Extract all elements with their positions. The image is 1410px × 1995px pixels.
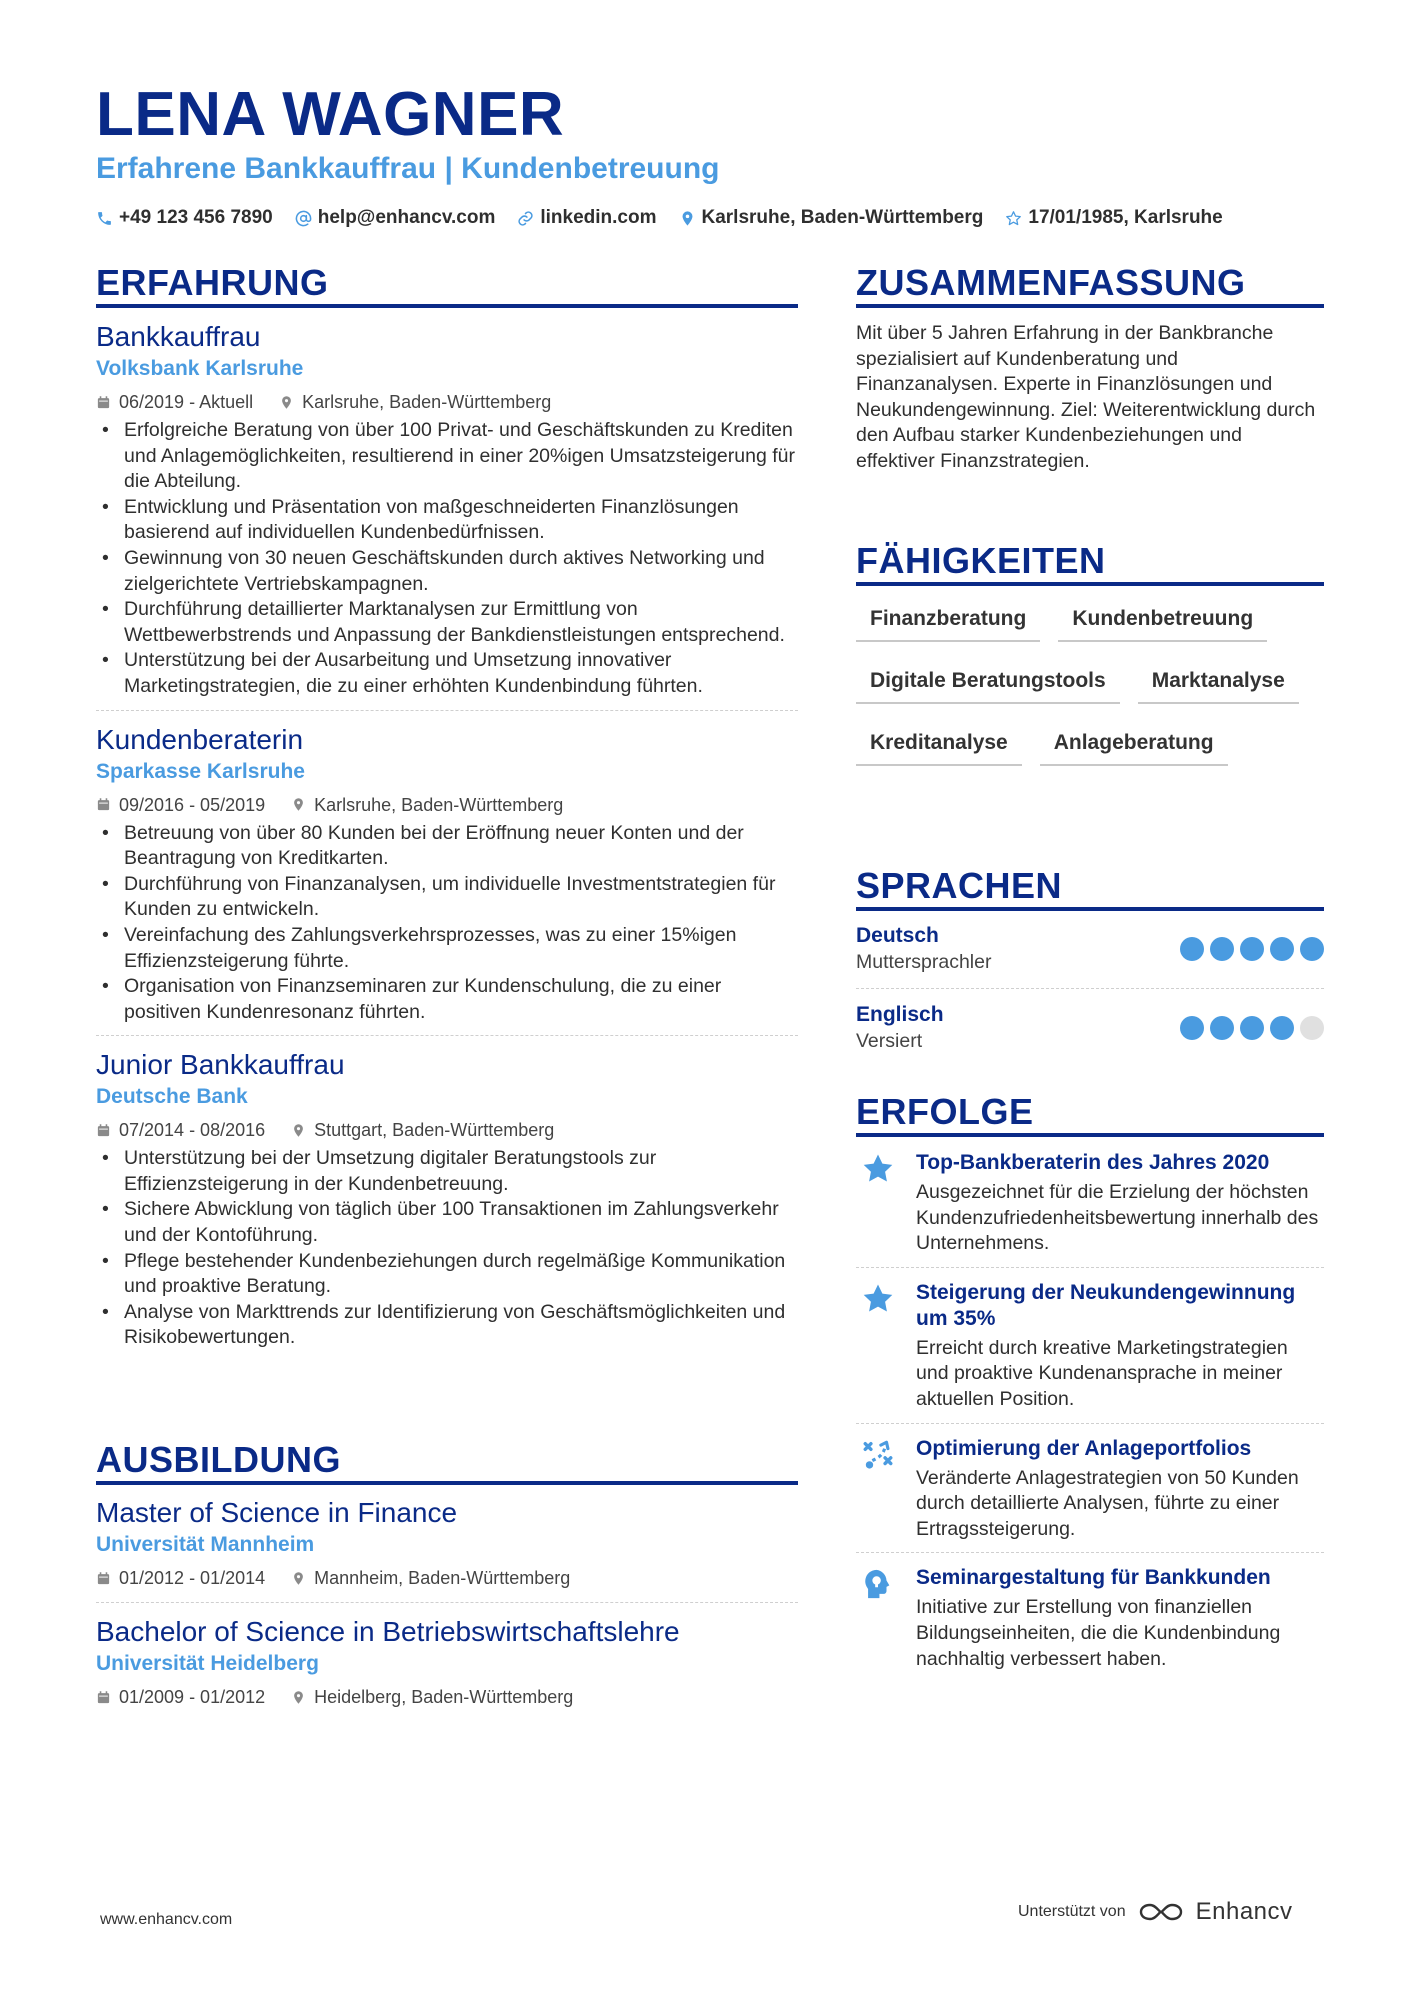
divider	[96, 1602, 798, 1603]
phone-icon	[96, 210, 113, 227]
achievements-heading: ERFOLGE	[856, 1091, 1034, 1132]
job-dates-text: 09/2016 - 05/2019	[119, 794, 266, 815]
rating-dot-filled	[1180, 1016, 1204, 1040]
languages-list	[856, 918, 1324, 1059]
language-entry	[856, 918, 1324, 980]
skills-heading: FÄHIGKEITEN	[856, 540, 1106, 581]
school-name: Universität Heidelberg	[96, 1652, 319, 1675]
footer-website[interactable]: www.enhancv.com	[100, 1911, 233, 1928]
strategy-icon	[861, 1438, 895, 1472]
job-dates	[96, 791, 265, 819]
job-bullet: • Entwicklung und Präsentation von maßgeschneiderten Finanzlösungen basierend auf individuellen Kundenbedürfnissen.	[96, 495, 798, 546]
job-bullet: • Gewinnung von 30 neuen Geschäftskunden durch aktives Networking und zielgerichtete Vertriebskampagnen.	[96, 546, 798, 597]
divider	[96, 710, 798, 711]
job-entry	[96, 320, 798, 700]
job-location	[279, 388, 551, 416]
calendar-icon	[96, 1690, 111, 1705]
language-entry	[856, 997, 1324, 1059]
job-bullet: • Durchführung detaillierter Marktanalysen zur Ermittlung von Wettbewerbstrends und Anpassung der Bankdienstleistungen entsprechend.	[96, 597, 798, 648]
education-meta	[96, 1683, 798, 1711]
job-location-text: Karlsruhe, Baden-Württemberg	[314, 794, 564, 815]
achievement-entry	[856, 1280, 1324, 1413]
achievement-title: Optimierung der Anlageportfolios	[916, 1436, 1252, 1460]
job-company: Volksbank Karlsruhe	[96, 357, 304, 380]
job-company: Deutsche Bank	[96, 1085, 248, 1109]
location-icon	[291, 1690, 306, 1705]
job-bullet: • Durchführung von Finanzanalysen, um individuelle Investmentstrategien für Kunden zu entwickeln.	[96, 872, 798, 923]
achievement-desc: Veränderte Anlagestrategien von 50 Kunden durch detaillierte Analysen, führte zu einer Ertragssteigerung.	[916, 1466, 1299, 1540]
location-icon	[291, 1571, 306, 1586]
job-entry	[96, 1048, 798, 1351]
footer-brand[interactable]	[1018, 1898, 1293, 1926]
job-dates	[96, 388, 253, 416]
contact-birth-text: 17/01/1985, Karlsruhe	[1028, 207, 1223, 228]
language-name: Deutsch	[856, 924, 939, 947]
job-dates-text: 06/2019 - Aktuell	[119, 392, 254, 412]
contact-linkedin-text: linkedin.com	[540, 207, 657, 228]
achievement-desc: Erreicht durch kreative Marketingstrategien und proaktive Kundenansprache in meiner aktuellen Position.	[916, 1336, 1288, 1410]
experience-rule	[96, 304, 798, 308]
divider	[856, 988, 1324, 989]
education-location-text: Mannheim, Baden-Württemberg	[314, 1568, 571, 1588]
contact-linkedin[interactable]	[517, 207, 656, 229]
language-rating	[1180, 1016, 1324, 1040]
job-location	[291, 791, 563, 819]
contact-birth	[1005, 207, 1222, 229]
brand-name: Enhancv	[1195, 1898, 1293, 1925]
rating-dot-filled	[1270, 1016, 1294, 1040]
job-location	[291, 1116, 554, 1144]
location-icon	[291, 1123, 306, 1138]
degree-title: Bachelor of Science in Betriebswirtschaftslehre	[96, 1616, 680, 1647]
divider	[856, 1552, 1324, 1553]
skills-list	[856, 600, 1324, 766]
star-outline-icon	[1005, 210, 1022, 227]
job-bullet: • Organisation von Finanzseminaren zur Kundenschulung, die zu einer positiven Kundenresonanz führten.	[96, 974, 798, 1025]
skill-tag: Digitale Beratungstools	[856, 662, 1120, 704]
head-idea-icon	[861, 1567, 895, 1601]
achievements-list	[856, 1150, 1324, 1672]
degree-title: Master of Science in Finance	[96, 1497, 458, 1528]
calendar-icon	[96, 797, 111, 812]
contact-location	[679, 207, 984, 229]
language-level: Versiert	[856, 1030, 923, 1052]
rating-dot-empty	[1300, 1016, 1324, 1040]
job-location-text: Stuttgart, Baden-Württemberg	[314, 1120, 555, 1141]
rating-dot-filled	[1210, 937, 1234, 961]
divider	[96, 1035, 798, 1036]
achievement-desc: Initiative zur Erstellung von finanziellen Bildungseinheiten, die die Kundenbindung nachhaltig verbessert haben.	[916, 1596, 1281, 1670]
job-bullets	[96, 418, 798, 700]
skill-tag: Marktanalyse	[1138, 662, 1299, 704]
at-icon	[295, 210, 312, 227]
language-rating	[1180, 937, 1324, 961]
achievement-title: Seminargestaltung für Bankkunden	[916, 1566, 1271, 1590]
contact-bar	[96, 207, 1223, 229]
education-dates	[96, 1683, 265, 1711]
rating-dot-filled	[1240, 937, 1264, 961]
summary-heading: ZUSAMMENFASSUNG	[856, 262, 1246, 303]
achievement-title: Top-Bankberaterin des Jahres 2020	[916, 1151, 1270, 1174]
divider	[856, 1267, 1324, 1268]
experience-heading: ERFAHRUNG	[96, 262, 329, 303]
job-company: Sparkasse Karlsruhe	[96, 759, 305, 783]
education-dates-text: 01/2009 - 01/2012	[119, 1687, 266, 1707]
job-dates-text: 07/2014 - 08/2016	[119, 1120, 266, 1141]
contact-location-text: Karlsruhe, Baden-Württemberg	[701, 207, 984, 228]
job-bullet: • Betreuung von über 80 Kunden bei der Eröffnung neuer Konten und der Beantragung von Kreditkarten.	[96, 821, 798, 872]
calendar-icon	[96, 1571, 111, 1586]
powered-by-label: Unterstützt von	[1018, 1903, 1126, 1920]
summary-rule	[856, 304, 1324, 308]
achievement-desc: Ausgezeichnet für die Erzielung der höchsten Kundenzufriedenheitsbewertung innerhalb des Unternehmens.	[916, 1181, 1319, 1255]
calendar-icon	[96, 1123, 111, 1138]
education-rule	[96, 1481, 798, 1485]
skill-tag: Anlageberatung	[1040, 724, 1228, 766]
achievement-entry	[856, 1150, 1324, 1257]
job-bullet: • Sichere Abwicklung von täglich über 100 Transaktionen im Zahlungsverkehr und der Kontoführung.	[96, 1197, 798, 1248]
divider	[856, 1423, 1324, 1424]
job-bullet: • Unterstützung bei der Umsetzung digitaler Beratungstools zur Effizienzsteigerung in der Kundenbetreuung.	[96, 1146, 798, 1197]
language-level: Muttersprachler	[856, 951, 992, 973]
education-heading: AUSBILDUNG	[96, 1439, 341, 1480]
rating-dot-filled	[1240, 1016, 1264, 1040]
job-entry	[96, 723, 798, 1026]
job-bullet: • Analyse von Markttrends zur Identifizierung von Geschäftsmöglichkeiten und Risikobewertungen.	[96, 1300, 798, 1351]
job-location-text: Karlsruhe, Baden-Württemberg	[302, 392, 552, 412]
languages-heading: SPRACHEN	[856, 865, 1063, 906]
languages-rule	[856, 907, 1324, 911]
education-list	[96, 1496, 798, 1711]
link-icon	[517, 210, 534, 227]
location-icon	[679, 210, 696, 227]
rating-dot-filled	[1180, 937, 1204, 961]
education-meta	[96, 1564, 798, 1592]
rating-dot-filled	[1270, 937, 1294, 961]
education-dates-text: 01/2012 - 01/2014	[119, 1568, 266, 1588]
candidate-name: LENA WAGNER	[96, 80, 565, 149]
job-bullet: • Erfolgreiche Beratung von über 100 Privat- und Geschäftskunden zu Krediten und Anlagemöglichkeiten, resultierend in einer 20%igen Umsatzsteigerung für die Abteilung.	[96, 418, 798, 495]
enhancv-logo-icon	[1138, 1901, 1184, 1923]
star-icon	[861, 1282, 895, 1316]
education-entry	[96, 1615, 798, 1711]
achievement-entry	[856, 1565, 1324, 1672]
location-icon	[291, 797, 306, 812]
job-meta	[96, 791, 798, 819]
achievement-entry	[856, 1436, 1324, 1543]
contact-phone[interactable]	[96, 207, 273, 229]
job-bullet: • Unterstützung bei der Ausarbeitung und Umsetzung innovativer Marketingstrategien, die zu einer erhöhten Kundenbindung führten.	[96, 648, 798, 699]
contact-phone-text: +49 123 456 7890	[119, 207, 273, 228]
job-meta	[96, 388, 798, 416]
job-title: Bankkauffrau	[96, 321, 261, 352]
achievement-title: Steigerung der Neukundengewinnung um 35%	[916, 1280, 1296, 1330]
job-dates	[96, 1116, 265, 1144]
language-name: Englisch	[856, 1003, 944, 1026]
education-dates	[96, 1564, 265, 1592]
education-entry	[96, 1496, 798, 1592]
job-bullets	[96, 1146, 798, 1351]
job-bullets	[96, 821, 798, 1026]
education-location	[291, 1683, 573, 1711]
job-bullet: • Vereinfachung des Zahlungsverkehrsprozesses, was zu einer 15%igen Effizienzsteigerung führte.	[96, 923, 798, 974]
skill-tag: Kundenbetreuung	[1058, 600, 1267, 642]
location-icon	[279, 395, 294, 410]
education-location-text: Heidelberg, Baden-Württemberg	[314, 1687, 574, 1707]
job-meta	[96, 1116, 798, 1144]
star-icon	[861, 1152, 895, 1186]
rating-dot-filled	[1210, 1016, 1234, 1040]
calendar-icon	[96, 395, 111, 410]
school-name: Universität Mannheim	[96, 1533, 315, 1556]
summary-text: Mit über 5 Jahren Erfahrung in der Bankbranche spezialisiert auf Kundenberatung und Finanzanalysen. Experte in Finanzlösungen und Neukundengewinnung. Ziel: Weiterentwicklung durch den Aufbau starker Kundenbeziehungen und effektiver Finanzstrategien.	[856, 322, 1316, 472]
achievements-rule	[856, 1133, 1324, 1137]
skill-tag: Kreditanalyse	[856, 724, 1022, 766]
experience-list	[96, 320, 798, 1351]
contact-email[interactable]	[295, 207, 496, 229]
skills-rule	[856, 582, 1324, 586]
job-bullet: • Pflege bestehender Kundenbeziehungen durch regelmäßige Kommunikation und proaktive Beratung.	[96, 1249, 798, 1300]
job-title: Kundenberaterin	[96, 723, 304, 755]
rating-dot-filled	[1300, 937, 1324, 961]
candidate-subtitle: Erfahrene Bankkauffrau | Kundenbetreuung	[96, 152, 720, 185]
job-title: Junior Bankkauffrau	[96, 1049, 345, 1081]
education-location	[291, 1564, 570, 1592]
skill-tag: Finanzberatung	[856, 600, 1040, 642]
contact-email-text: help@enhancv.com	[317, 207, 496, 228]
